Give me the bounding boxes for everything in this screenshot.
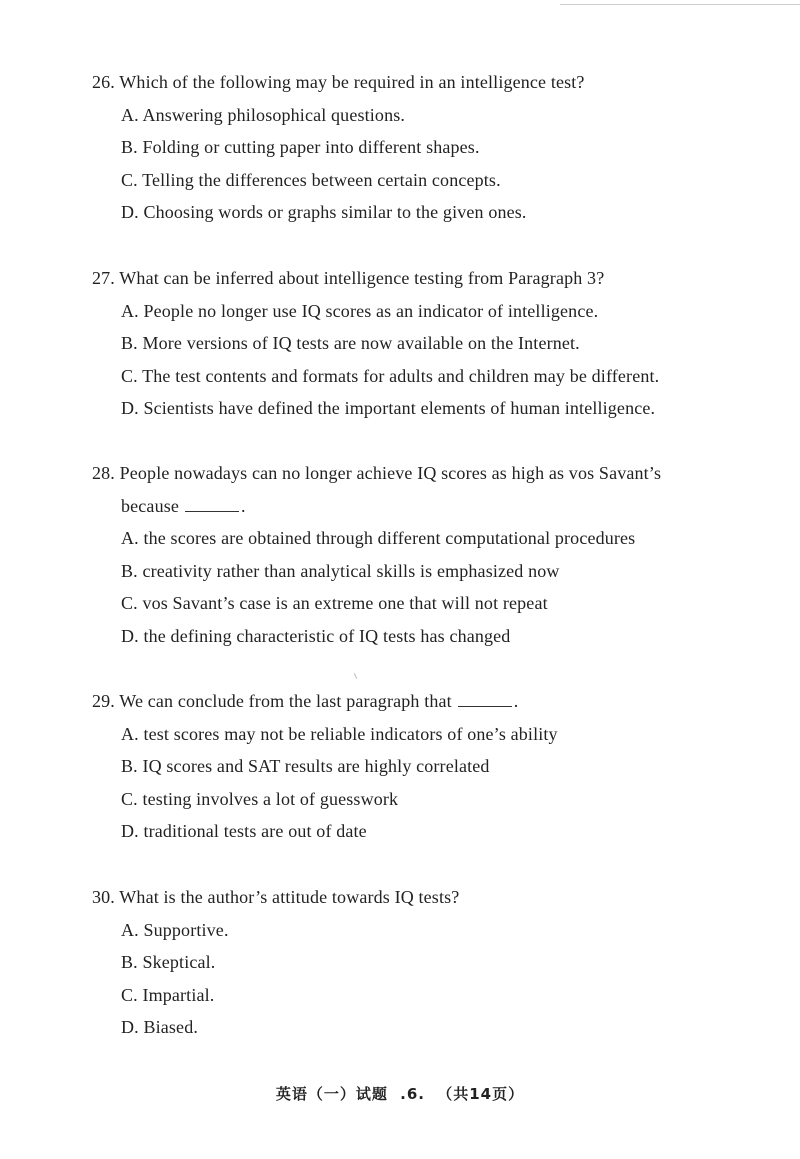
question-stem: 26. Which of the following may be required in an intelligence test?	[92, 72, 585, 92]
option-d: D. traditional tests are out of date	[121, 821, 367, 842]
option-d: D. the defining characteristic of IQ tests has changed	[121, 625, 511, 646]
question-30	[92, 881, 752, 1044]
option-c: C. The test contents and formats for adults and children may be different.	[121, 365, 660, 386]
option-list	[92, 718, 752, 848]
footer-page-number: .6.	[400, 1085, 425, 1103]
option-c: C. Telling the differences between certain concepts.	[121, 169, 501, 190]
option-d: D. Scientists have defined the important elements of human intelligence.	[121, 398, 656, 419]
question-29	[92, 685, 752, 848]
question-28	[92, 457, 752, 653]
option-c: C. testing involves a lot of guesswork	[121, 788, 399, 809]
option-a: A. Supportive.	[121, 919, 229, 940]
footer-total-pages: （共14页）	[437, 1085, 525, 1103]
option-d: D. Choosing words or graphs similar to the given ones.	[121, 202, 527, 223]
question-stem: 28. People nowadays can no longer achieve IQ scores as high as vos Savant’s	[92, 463, 662, 483]
option-a: A. People no longer use IQ scores as an indicator of intelligence.	[121, 300, 599, 321]
question-27	[92, 262, 752, 425]
question-stem-continuation	[92, 490, 752, 523]
option-d: D. Biased.	[121, 1017, 198, 1038]
stem-text: 29. We can conclude from the last paragraph that	[92, 691, 452, 711]
question-26	[92, 66, 752, 229]
answer-blank	[185, 497, 239, 512]
answer-blank	[458, 692, 512, 707]
option-b: B. Skeptical.	[121, 952, 216, 973]
option-b: B. IQ scores and SAT results are highly correlated	[121, 756, 490, 777]
question-stem: 27. What can be inferred about intelligence testing from Paragraph 3?	[92, 268, 605, 288]
option-b: B. More versions of IQ tests are now available on the Internet.	[121, 333, 580, 354]
option-b: B. creativity rather than analytical skills is emphasized now	[121, 560, 560, 581]
option-list	[92, 914, 752, 1044]
option-c: C. vos Savant’s case is an extreme one that will not repeat	[121, 593, 548, 614]
option-a: A. the scores are obtained through different computational procedures	[121, 528, 636, 549]
option-c: C. Impartial.	[121, 984, 215, 1005]
stem-end-punct: .	[513, 691, 519, 711]
option-a: A. test scores may not be reliable indicators of one’s ability	[121, 723, 558, 744]
option-a: A. Answering philosophical questions.	[121, 104, 406, 125]
footer-subject: 英语（一）试题	[275, 1085, 388, 1103]
option-b: B. Folding or cutting paper into different shapes.	[121, 137, 480, 158]
page-footer	[0, 1083, 800, 1104]
option-list	[92, 522, 752, 652]
stray-mark	[354, 673, 357, 679]
question-stem	[92, 685, 752, 718]
option-list	[92, 99, 752, 229]
stem-end-punct: .	[241, 495, 246, 516]
stem-cont-text: because	[121, 495, 180, 516]
question-stem: 30. What is the author’s attitude towards IQ tests?	[92, 887, 460, 907]
option-list	[92, 295, 752, 425]
